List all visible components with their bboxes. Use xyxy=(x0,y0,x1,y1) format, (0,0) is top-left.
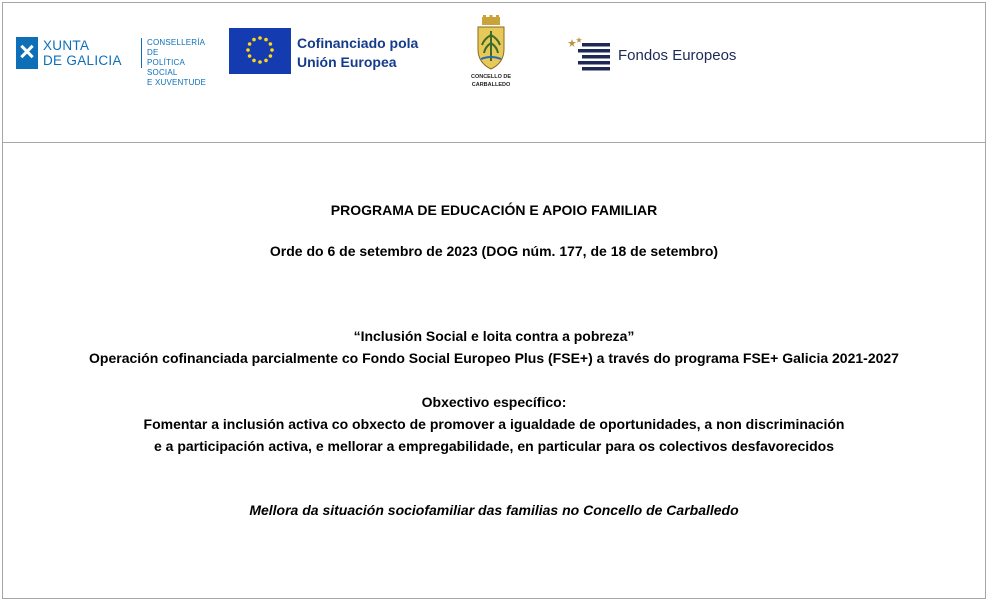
operation-statement: Operación cofinanciada parcialmente co Fondo Social Europeo Plus (FSE+) a través do programa FSE+ Galicia 2021-2027 xyxy=(89,350,899,366)
objective-heading: Obxectivo específico: xyxy=(421,394,567,410)
xunta-separator xyxy=(141,38,142,68)
program-title: PROGRAMA DE EDUCACIÓN E APOIO FAMILIAR xyxy=(330,202,658,218)
eu-cofinanced-text: Cofinanciado pola Unión Europea xyxy=(297,35,419,70)
fondos-europeos-text: Fondos Europeos xyxy=(618,47,737,64)
logo-header xyxy=(3,3,985,143)
objective-line-2: e a participación activa, e mellorar a empregabilidade, en particular para os colectivos desfavorecidos xyxy=(153,438,835,454)
carballedo-coat-of-arms xyxy=(463,15,519,93)
objective-line-1: Fomentar a inclusión activa co obxecto de promover a igualdade de oportunidades, a non discriminación xyxy=(143,416,845,432)
coat-of-arms-icon xyxy=(475,15,507,71)
xunta-logo xyxy=(16,36,216,87)
xunta-department: CONSELLERÍA DE POLÍTICA SOCIAL E XUVENTUDE xyxy=(147,38,207,87)
xunta-name: XUNTA DE GALICIA xyxy=(43,38,122,68)
eu-cofinanced-logo xyxy=(229,28,429,76)
order-reference: Orde do 6 de setembro de 2023 (DOG núm. 177, de 18 de setembro) xyxy=(269,243,719,259)
concello-label: CONCELLO DE CARBALLEDO xyxy=(470,74,512,88)
eu-flag-icon xyxy=(229,28,291,74)
project-title: Mellora da situación sociofamiliar das familias no Concello de Carballedo xyxy=(249,502,739,518)
fondos-europeos-logo xyxy=(568,36,748,76)
fondos-europeos-icon xyxy=(568,36,614,74)
xunta-flag-icon xyxy=(16,37,38,69)
document-frame xyxy=(2,2,986,599)
program-quote: “Inclusión Social e loita contra a pobreza” xyxy=(353,328,635,344)
